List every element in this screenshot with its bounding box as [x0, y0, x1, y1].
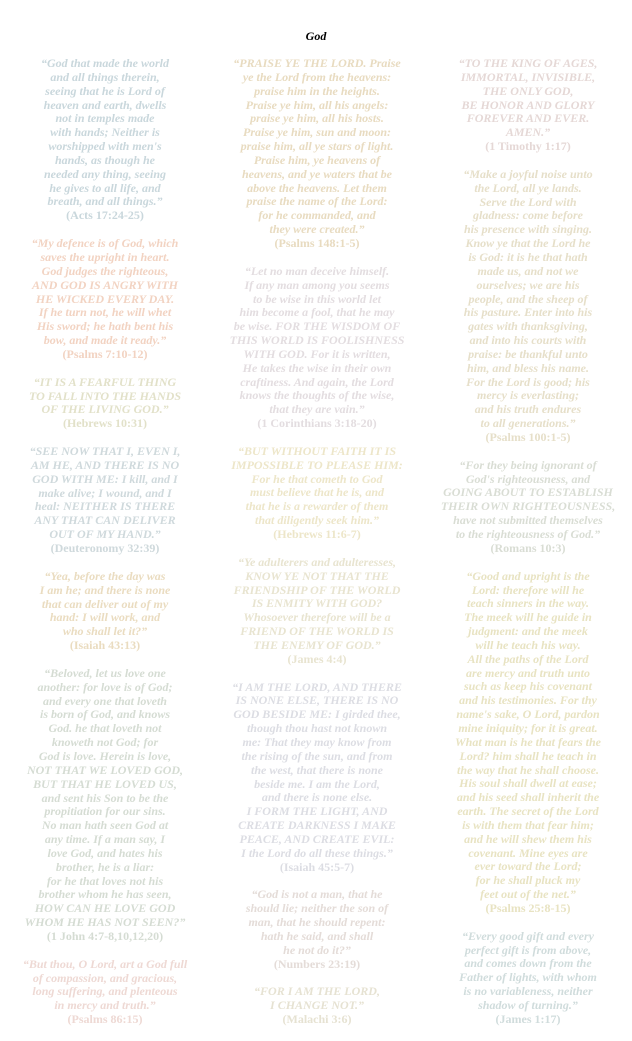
verse-citation: (Isaiah 45:5-7): [279, 859, 355, 874]
verse-block: [0, 570, 210, 653]
verse-line: praise ye him, all his hosts.: [250, 111, 384, 126]
verse-line: AM HE, AND THERE IS NO: [30, 457, 180, 472]
verse-line: “Ye adulterers and adulteresses,: [237, 554, 396, 569]
verse-line: with hands; Neither is: [50, 125, 160, 140]
verse-line: he gives to all life, and: [49, 180, 161, 195]
verse-line: HOW CAN HE LOVE GOD: [34, 901, 176, 916]
verse-line: OUT OF MY HAND.”: [49, 527, 161, 542]
verse-line: “PRAISE YE THE LORD. Praise: [233, 56, 401, 70]
verse-line: and he will shew them his: [464, 831, 592, 846]
verse-line: and into his courts with: [469, 333, 587, 348]
verse-line: God is love. Herein is love,: [38, 748, 172, 763]
verse-line: GOD WITH ME: I kill, and I: [32, 471, 178, 486]
verse-block: [424, 459, 632, 556]
verse-line: BE HONOR AND GLORY: [461, 97, 595, 112]
verse-citation: (Hebrews 11:6-7): [273, 527, 361, 541]
verse-line: “TO THE KING OF AGES,: [458, 56, 598, 70]
verse-line: WITH GOD. For it is written,: [243, 346, 391, 361]
verse-line: I FORM THE LIGHT, AND: [246, 804, 388, 819]
verse-line: God's righteousness, and: [465, 471, 591, 486]
verse-line: his presence with singing.: [463, 222, 593, 237]
verse-block: [424, 168, 632, 445]
verse-line: “But thou, O Lord, art a God full: [22, 956, 188, 971]
verse-line: IS NONE ELSE, THERE IS NO: [235, 693, 399, 708]
verse-citation: (Malachi 3:6): [282, 1012, 352, 1027]
verse-block: [0, 445, 210, 556]
verse-citation: (Deuteronomy 32:39): [50, 541, 160, 555]
verse-line: the rising of the sun, and from: [241, 748, 393, 763]
verse-block: [0, 958, 210, 1027]
verse-line: and there is none else.: [261, 790, 373, 805]
verse-line: perfect gift is from above,: [464, 942, 592, 957]
verse-line: TO FALL INTO THE HANDS: [28, 388, 182, 403]
verse-block: [0, 376, 210, 431]
verse-line: IS ENMITY WITH GOD?: [251, 596, 383, 611]
verse-line: though thou hast not known: [246, 721, 388, 736]
verse-line: PEACE, AND CREATE EVIL:: [239, 831, 395, 846]
verse-block: [211, 265, 423, 431]
verse-line: mine iniquity; for it is great.: [458, 720, 598, 735]
verse-citation: (James 1:17): [495, 1011, 561, 1026]
column-middle: [211, 57, 423, 1041]
verse-line: praise him in the heights.: [254, 83, 380, 98]
verse-citation: (1 John 4:7-8,10,12,20): [46, 928, 164, 943]
verse-citation: (James 4:4): [287, 651, 347, 666]
verse-line: love God, and hates his: [47, 845, 163, 860]
verse-line: If he turn not, he will whet: [38, 305, 172, 320]
verse-block: [0, 667, 210, 944]
verse-line: God. he that loveth not: [48, 721, 162, 736]
verse-line: mercy is everlasting;: [477, 388, 579, 403]
verse-line: name's sake, O Lord, pardon: [456, 707, 600, 722]
verse-line: that he is a rewarder of them: [245, 499, 389, 514]
verse-line: “Beloved, let us love one: [44, 665, 166, 680]
verse-line: him, and bless his name.: [466, 360, 590, 375]
verse-line: have not submitted themselves: [453, 513, 603, 528]
verse-citation: (1 Timothy 1:17): [485, 139, 571, 154]
verse-line: “I AM THE LORD, AND THERE: [232, 679, 402, 694]
verse-line: All the paths of the Lord: [467, 651, 589, 666]
verse-line: they were created.”: [269, 222, 365, 237]
verse-block: [211, 445, 423, 542]
verse-line: that they are vain.”: [269, 402, 365, 417]
verse-line: me: That they may know from: [242, 734, 392, 749]
verse-line: the way that he shall choose.: [456, 762, 599, 777]
verse-line: FRIENDSHIP OF THE WORLD: [233, 582, 401, 597]
verse-line: will he teach his way.: [475, 637, 581, 652]
verse-line: hand: I will work, and: [49, 610, 161, 625]
verse-line: GOING ABOUT TO ESTABLISH: [443, 485, 613, 500]
verse-line: craftiness. And again, the Lord: [240, 374, 394, 389]
verse-block: [0, 237, 210, 362]
verse-block: [211, 556, 423, 667]
verse-citation: (Isaiah 43:13): [69, 638, 141, 653]
verse-line: “IT IS A FEARFUL THING: [33, 374, 177, 389]
verse-block: [424, 57, 632, 154]
verse-line: OF THE LIVING GOD.”: [41, 402, 169, 417]
verse-line: CREATE DARKNESS I MAKE: [238, 818, 396, 833]
verse-line: Serve the Lord with: [479, 194, 577, 209]
verse-line: who shall let it?”: [62, 624, 148, 639]
verse-line: gates with thanksgiving,: [468, 319, 588, 334]
verse-line: “FOR I AM THE LORD,: [254, 984, 380, 999]
verse-line: praise: be thankful unto: [468, 346, 588, 361]
verse-line: For he that cometh to God: [251, 471, 383, 486]
verse-line: worshipped with men's: [48, 139, 162, 154]
verse-citation: (1 Corinthians 3:18-20): [257, 416, 377, 431]
verse-line: Know ye that the Lord he: [465, 236, 591, 251]
verse-line: What man is he that fears the: [454, 734, 602, 749]
verse-line: praise him, all ye stars of light.: [240, 139, 394, 154]
verse-line: “BUT WITHOUT FAITH IT IS: [237, 443, 397, 458]
verse-block: [424, 930, 632, 1027]
verse-line: “Good and upright is the: [466, 568, 590, 583]
verse-line: ever toward the Lord;: [474, 859, 582, 874]
verse-line: FRIEND OF THE WORLD IS: [240, 624, 394, 639]
verse-line: heal: NEITHER IS THERE: [34, 499, 176, 514]
verse-block: [211, 985, 423, 1027]
verse-line: knoweth not God; for: [51, 735, 159, 750]
verse-line: KNOW YE NOT THAT THE: [245, 568, 389, 583]
verse-line: IMPOSSIBLE TO PLEASE HIM:: [231, 457, 403, 472]
column-left: [0, 57, 210, 1041]
verse-line: be wise. FOR THE WISDOM OF: [233, 319, 401, 334]
verse-citation: (Hebrews 10:31): [62, 416, 148, 431]
verse-line: WHOM HE HAS NOT SEEN?”: [24, 915, 186, 930]
verse-line: and comes down from the: [464, 956, 592, 971]
verse-line: should lie; neither the son of: [245, 901, 389, 916]
verse-line: Praise ye him, sun and moon:: [242, 125, 392, 140]
verse-line: to be wise in this world let: [252, 291, 381, 306]
verse-line: and his truth endures: [474, 402, 582, 417]
verse-line: beside me. I am the Lord,: [254, 776, 380, 791]
verse-line: gladness: come before: [473, 208, 583, 223]
verse-citation: (Psalms 148:1-5): [274, 235, 360, 250]
page-title: God: [305, 29, 327, 43]
verse-block: [424, 570, 632, 916]
verse-line: is no variableness, neither: [463, 984, 593, 999]
verse-line: above the heavens. Let them: [247, 180, 387, 195]
verse-line: that can deliver out of my: [41, 596, 169, 611]
verse-citation: (Acts 17:24-25): [66, 208, 144, 223]
verse-line: made us, and not we: [477, 263, 579, 278]
verse-line: Lord? him shall he teach in: [459, 748, 597, 763]
verse-block: [211, 888, 423, 971]
verse-line: Praise him, ye heavens of: [253, 152, 381, 167]
verse-citation: (Psalms 25:8-15): [485, 900, 571, 915]
verse-line: for he that loves not his: [46, 873, 164, 888]
verse-line: I CHANGE NOT.”: [270, 998, 364, 1013]
verse-line: and his seed shall inherit the: [456, 790, 600, 805]
verse-line: seeing that he is Lord of: [45, 83, 165, 98]
verse-citation: (Romans 10:3): [490, 540, 566, 555]
verse-line: NOT THAT WE LOVED GOD,: [26, 762, 184, 777]
verse-line: of compassion, and gracious,: [32, 970, 178, 985]
verse-line: such as keep his covenant: [463, 679, 592, 694]
verse-line: AND GOD IS ANGRY WITH: [31, 277, 179, 292]
verse-line: that diligently seek him.”: [254, 513, 379, 528]
verse-line: “God that made the world: [40, 56, 169, 70]
verse-line: ANY THAT CAN DELIVER: [34, 513, 176, 528]
verse-line: his pasture. Enter into his: [463, 305, 593, 320]
verse-line: propitiation for our sins.: [44, 804, 166, 819]
verse-line: hands, as though he: [54, 152, 156, 167]
verse-line: THIS WORLD IS FOOLISHNESS: [229, 333, 405, 348]
verse-line: The meek will he guide in: [464, 610, 592, 625]
verse-citation: (Psalms 86:15): [67, 1012, 143, 1027]
verse-line: Praise ye him, all his angels:: [245, 97, 389, 112]
verse-line: heavens, and ye waters that be: [242, 166, 392, 181]
verse-line: must believe that he is, and: [249, 485, 384, 500]
verse-block: [211, 681, 423, 875]
verse-line: For the Lord is good; his: [466, 374, 590, 389]
verse-line: “Let no man deceive himself.: [244, 263, 390, 278]
verse-block: [211, 57, 423, 251]
verse-block: [0, 57, 210, 223]
verse-line: is born of God, and knows: [39, 707, 171, 722]
verse-line: people, and the sheep of: [468, 291, 588, 306]
verse-line: If any man among you seems: [244, 277, 390, 292]
verse-line: AMEN.”: [505, 125, 551, 140]
verse-line: Whosoever therefore will be a: [243, 610, 391, 625]
verse-line: for he shall pluck my: [475, 873, 581, 888]
verse-line: He takes the wise in their own: [242, 360, 392, 375]
verse-line: “Make a joyful noise unto: [463, 166, 593, 181]
verse-line: Lord: therefore will he: [471, 582, 585, 597]
verse-line: I am he; and there is none: [39, 582, 171, 597]
verse-line: are mercy and truth unto: [465, 665, 591, 680]
verse-line: praise the name of the Lord:: [246, 194, 388, 209]
verse-line: brother whom he has seen,: [38, 887, 172, 902]
verse-line: THEIR OWN RIGHTEOUSNESS,: [440, 499, 616, 514]
verse-line: HE WICKED EVERY DAY.: [35, 291, 175, 306]
verse-line: “Yea, before the day was: [44, 568, 166, 583]
verse-line: brother, he is a liar:: [55, 859, 155, 874]
verse-line: No man hath seen God at: [41, 818, 169, 833]
verse-line: covenant. Mine eyes are: [468, 845, 588, 860]
verse-line: God judges the righteous,: [41, 263, 169, 278]
verse-line: ye the Lord from the heavens:: [242, 69, 392, 84]
verse-line: and all things therein,: [50, 69, 160, 84]
verse-line: judgment: and the meek: [468, 624, 588, 639]
verse-line: to the righteousness of God.”: [455, 527, 601, 541]
verse-line: “Every good gift and every: [462, 928, 594, 943]
verse-line: THE ONLY GOD,: [482, 83, 574, 98]
verse-line: BUT THAT HE LOVED US,: [33, 776, 177, 791]
verse-line: GOD BESIDE ME: I girded thee,: [233, 707, 401, 722]
verse-line: man, that he should repent:: [248, 915, 386, 930]
verse-line: the Lord, all ye lands.: [474, 180, 582, 195]
verse-line: not in temples made: [55, 111, 155, 126]
verse-citation: (Psalms 100:1-5): [485, 429, 571, 444]
verse-line: teach sinners in the way.: [467, 596, 589, 611]
verse-line: the west, that there is none: [250, 762, 384, 777]
verse-line: feet out of the net.”: [480, 887, 576, 902]
verse-line: heaven and earth, dwells: [43, 97, 167, 112]
verse-line: His sword; he hath bent his: [36, 319, 174, 334]
verse-line: saves the upright in heart.: [40, 249, 170, 264]
verse-line: knows the thoughts of the wise,: [239, 388, 395, 403]
verse-line: breath, and all things.”: [47, 194, 163, 209]
verse-line: and his testimonies. For thy: [459, 693, 597, 708]
verse-line: ourselves; we are his: [476, 277, 580, 292]
verse-line: to all generations.”: [480, 416, 576, 431]
verse-line: any time. If a man say, I: [44, 832, 166, 847]
verse-line: “SEE NOW THAT I, EVEN I,: [29, 444, 181, 459]
verse-line: is with them that fear him;: [462, 817, 594, 832]
column-right: [424, 57, 632, 1041]
verse-line: is God: it is he that hath: [468, 249, 588, 264]
verse-line: long suffering, and plenteous: [32, 984, 178, 999]
verse-line: “My defence is of God, which: [31, 236, 179, 251]
verse-citation: (Psalms 7:10-12): [62, 346, 148, 361]
verse-line: another: for love is of God;: [37, 679, 173, 694]
verse-line: FOREVER AND EVER.: [466, 111, 590, 126]
verse-line: I the Lord do all these things.”: [241, 845, 393, 860]
verse-line: hath he said, and shall: [260, 928, 374, 943]
verse-line: him become a fool, that he may: [239, 305, 395, 320]
verse-line: in mercy and truth.”: [54, 998, 156, 1013]
verse-line: and sent his Son to be the: [41, 790, 169, 805]
verse-line: “God is not a man, that he: [251, 887, 383, 902]
verse-citation: (Numbers 23:19): [273, 956, 361, 971]
verse-line: Father of lights, with whom: [459, 970, 597, 985]
verse-line: “For they being ignorant of: [459, 457, 597, 472]
verse-line: make alive; I wound, and I: [38, 485, 172, 500]
verse-line: shadow of turning.”: [478, 998, 578, 1012]
verse-line: earth. The secret of the Lord: [457, 804, 599, 819]
verse-line: and every one that loveth: [43, 693, 167, 708]
verse-line: needed any thing, seeing: [44, 166, 166, 181]
verse-line: IMMORTAL, INVISIBLE,: [460, 69, 596, 84]
verse-line: he not do it?”: [283, 942, 351, 957]
verse-line: THE ENEMY OF GOD.”: [253, 637, 381, 652]
verse-line: bow, and made it ready.”: [43, 333, 167, 348]
verse-line: His soul shall dwell at ease;: [459, 776, 597, 791]
verse-line: for he commanded, and: [258, 208, 376, 223]
